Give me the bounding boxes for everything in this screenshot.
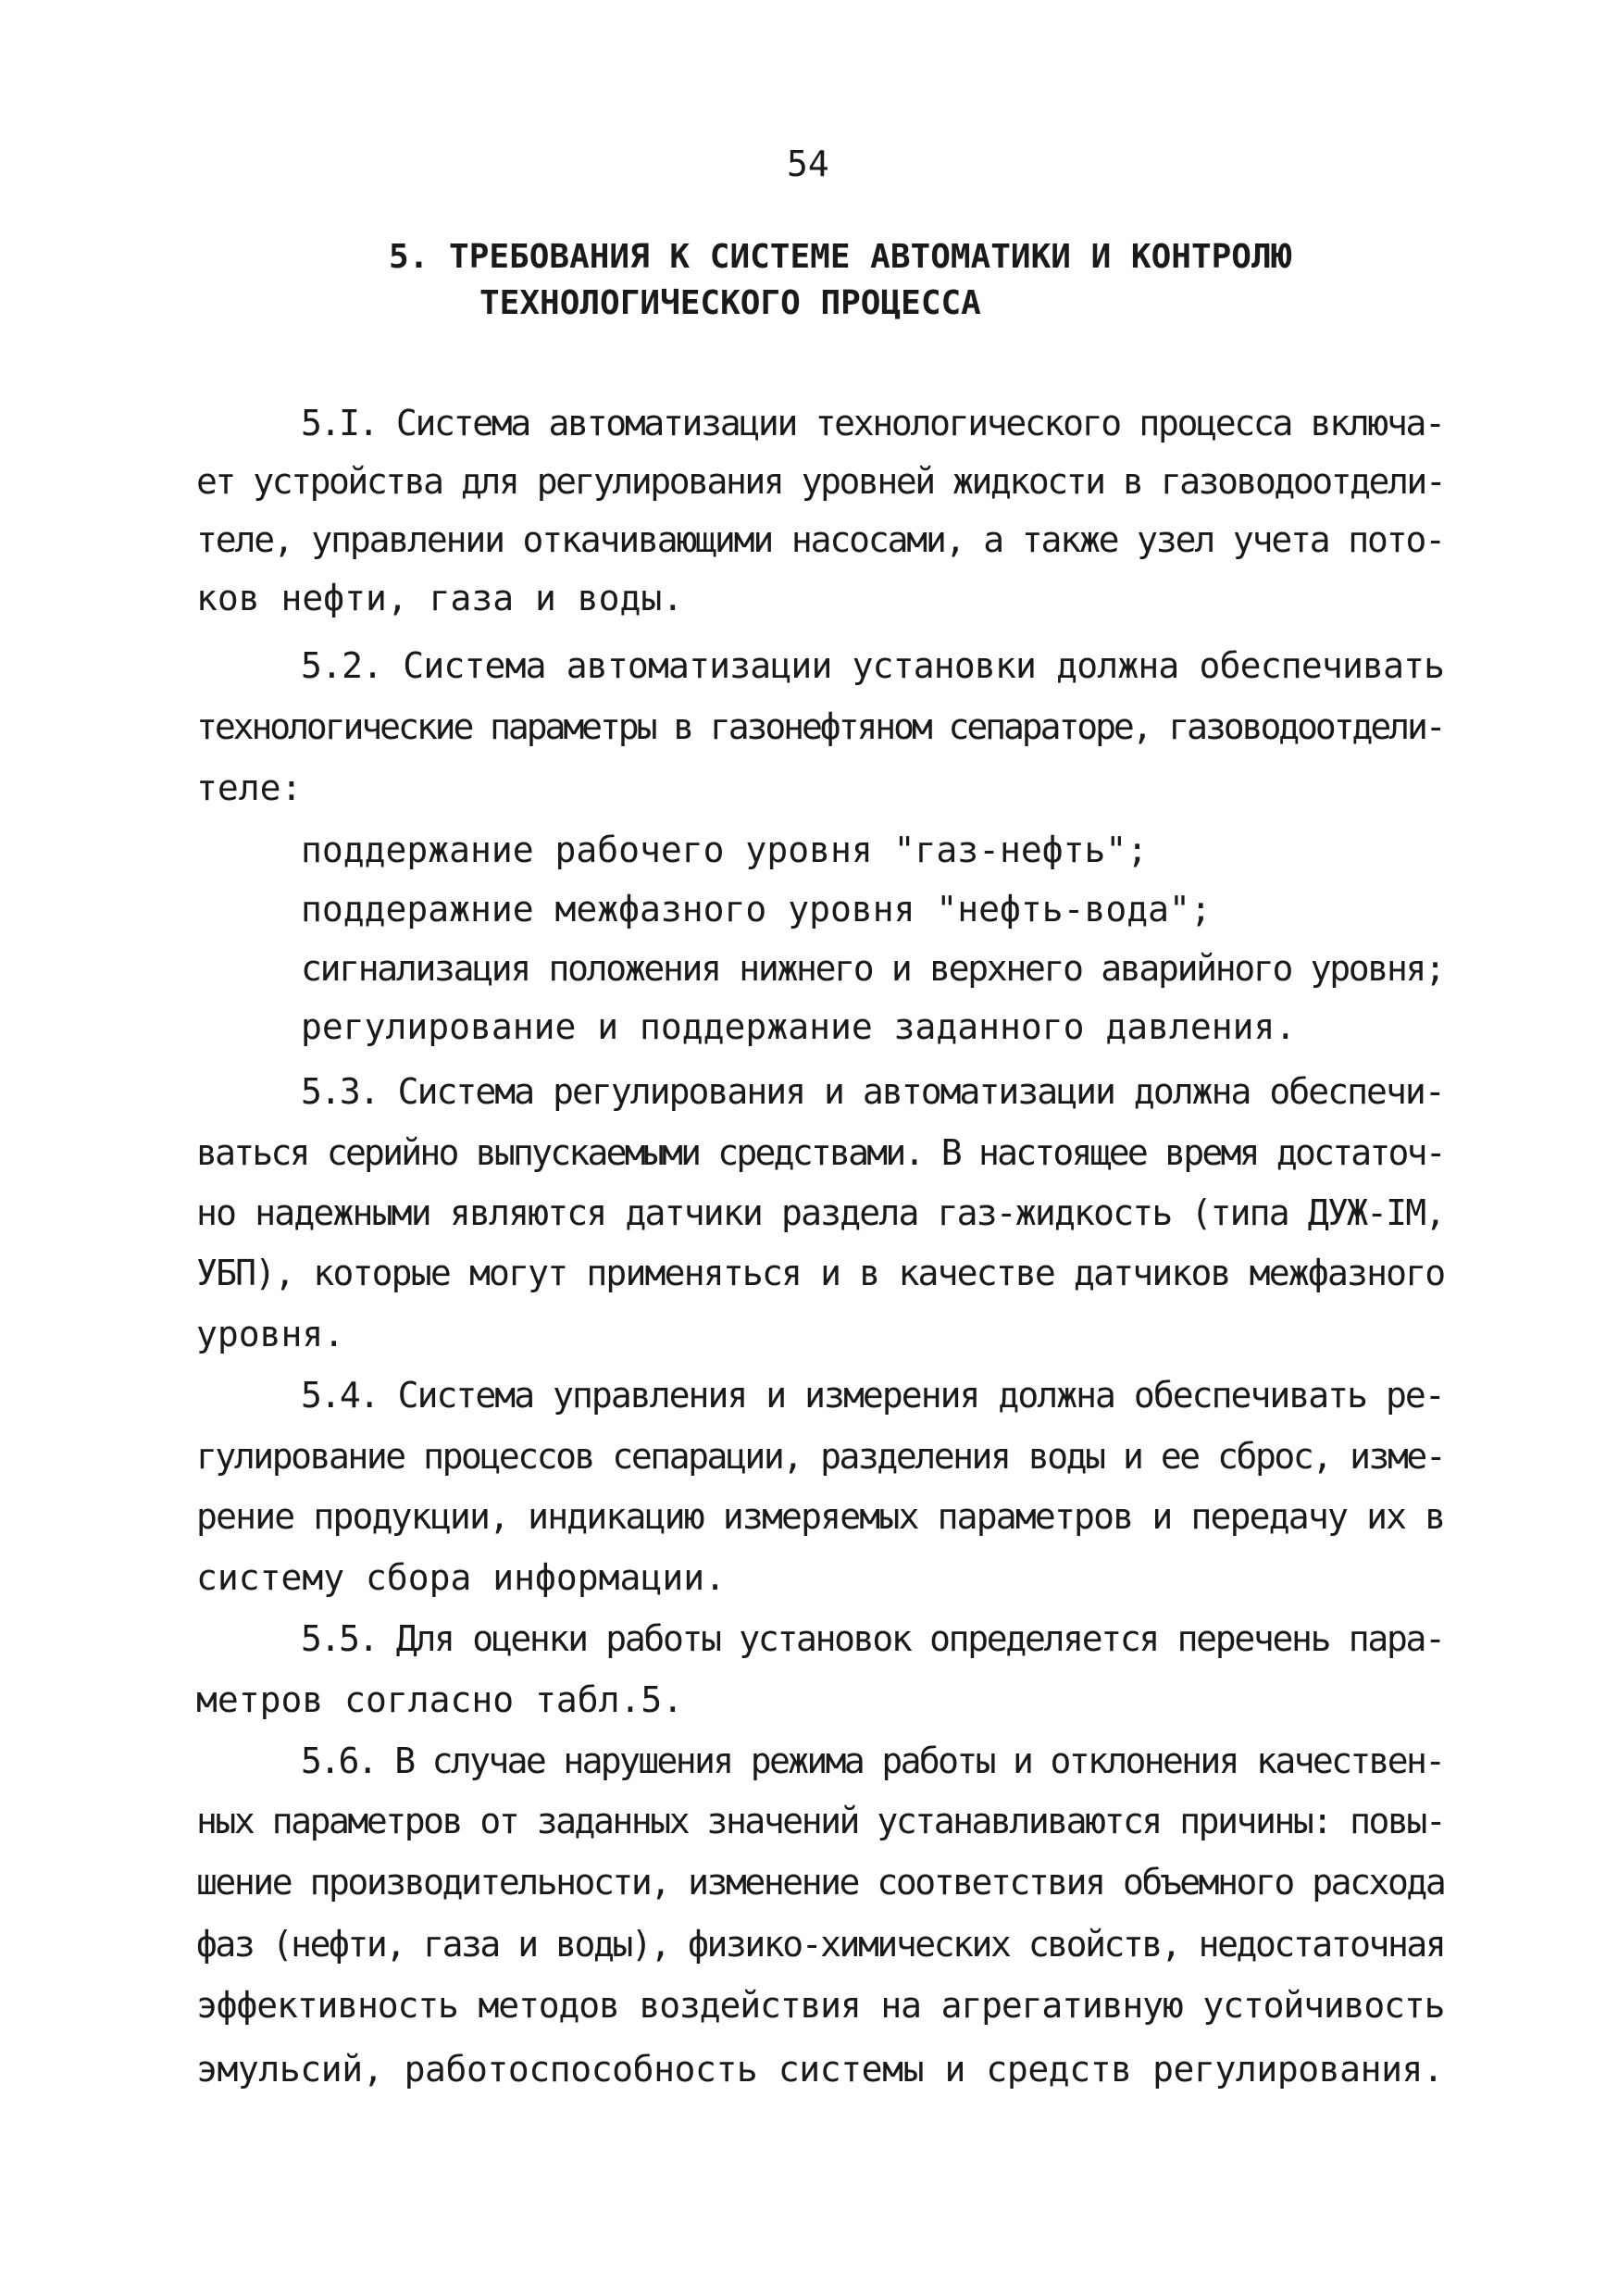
body-line: гулирование процессов сепарации, разделения воды и ее сброс, изме-: [196, 1436, 1445, 1477]
body-line: ных параметров от заданных значений устанавливаются причины: повы-: [196, 1801, 1445, 1841]
body-line: теле, управлении откачивающими насосами, а также узел учета пото-: [196, 519, 1444, 560]
body-line: УБП), которые могут применяться и в качестве датчиков межфазного: [196, 1253, 1445, 1293]
body-line: шение производительности, изменение соответствия объемного расхода: [196, 1862, 1445, 1903]
body-line: эффективность методов воздействия на агрегативную устойчивость: [196, 1985, 1445, 2026]
body-line: 5.5. Для оценки работы установок определяется перечень пара-: [301, 1618, 1444, 1659]
body-line: ваться серийно выпускаемыми средствами. В настоящее время достаточ-: [196, 1132, 1444, 1173]
body-line: систему сбора информации.: [196, 1557, 726, 1598]
body-line: рение продукции, индикацию измеряемых параметров и передачу их в: [196, 1496, 1445, 1537]
body-line: 5.2. Система автоматизации установки должна обеспечивать: [301, 645, 1445, 686]
body-line: теле:: [196, 767, 303, 808]
body-line: ков нефти, газа и воды.: [196, 578, 684, 618]
body-line: уровня.: [196, 1314, 345, 1354]
body-line: технологические параметры в газонефтяном сепараторе, газоводоотдели-: [196, 706, 1444, 747]
body-line: эмульсий, работоспособность системы и средств регулирования.: [196, 2049, 1444, 2090]
list-item: сигнализация положения нижнего и верхнего аварийного уровня;: [301, 948, 1444, 989]
page-number: 54: [787, 144, 829, 184]
section-heading-line-1: 5. ТРЕБОВАНИЯ К СИСТЕМЕ АВТОМАТИКИ И КОНТРОЛЮ: [389, 238, 1292, 276]
body-line: 5.6. В случае нарушения режима работы и отклонения качествен-: [301, 1741, 1444, 1781]
body-line: фаз (нефти, газа и воды), физико-химических свойств, недостаточная: [196, 1924, 1445, 1965]
list-item: регулирование и поддержание заданного давления.: [301, 1006, 1297, 1047]
body-line: но надежными являются датчики раздела газ-жидкость (типа ДУЖ-IМ,: [196, 1192, 1445, 1233]
body-line: ет устройства для регулирования уровней жидкости в газоводоотдели-: [196, 461, 1445, 502]
body-line: метров согласно табл.5.: [196, 1679, 684, 1720]
list-item: поддержание рабочего уровня "газ-нефть";: [301, 830, 1149, 870]
body-line: 5.3. Система регулирования и автоматизации должна обеспечи-: [301, 1071, 1444, 1112]
section-heading-line-2: ТЕХНОЛОГИЧЕСКОГО ПРОЦЕССА: [479, 284, 981, 322]
list-item: поддеражние межфазного уровня "нефть-вода";: [301, 889, 1212, 930]
body-line: 5.I. Система автоматизации технологического процесса включа-: [301, 403, 1444, 443]
body-line: 5.4. Система управления и измерения должна обеспечивать ре-: [301, 1375, 1444, 1416]
